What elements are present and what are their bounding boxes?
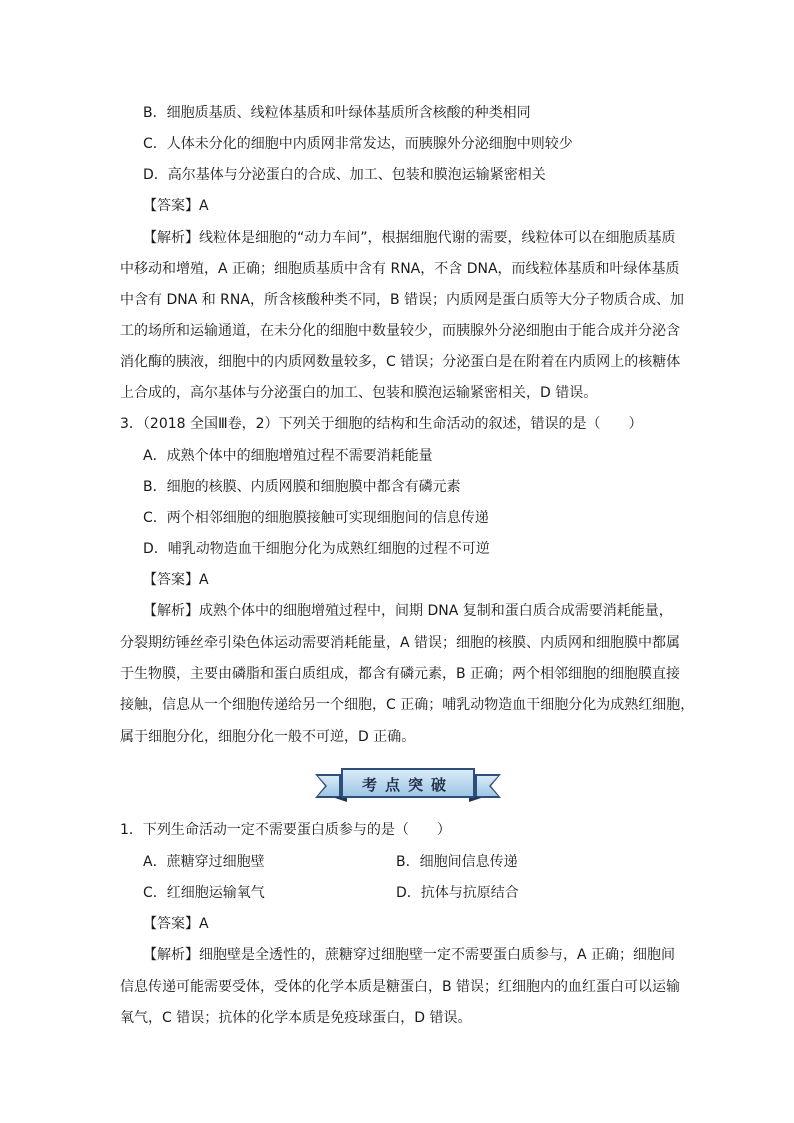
p1-option-a: A．蔗糖穿过细胞壁 [143,854,265,870]
answer-tag: 【答案】 [143,198,199,214]
q3-explanation-line: 接触，信息从一个细胞传递给另一个细胞，C 正确；哺乳动物造血干细胞分化为成熟红细胞， [120,697,695,713]
p1-answer [143,914,209,934]
q2-answer [143,196,209,216]
p1-option-b: B．细胞间信息传递 [396,854,518,870]
q2-explanation-line: 【解析】线粒体是细胞的“动力车间”，根据细胞代谢的需要，线粒体可以在细胞质基质 [143,230,676,246]
q3-explanation-line: 于生物膜，主要由磷脂和蛋白质组成，都含有磷元素，B 正确；两个相邻细胞的细胞膜直接 [120,666,681,682]
answer-tag: 【答案】 [143,572,199,588]
q3-option-c: C．两个相邻细胞的细胞膜接触可实现细胞间的信息传递 [143,510,489,526]
section-title: 考点突破 [361,775,454,794]
q3-option-b: B．细胞的核膜、内质网膜和细胞膜中都含有磷元素 [143,479,461,495]
q2-option-b: B．细胞质基质、线粒体基质和叶绿体基质所含核酸的种类相同 [143,105,531,121]
p1-stem: 1．下列生命活动一定不需要蛋白质参与的是（ ） [120,822,451,838]
q2-explanation-line: 消化酶的胰液，细胞中的内质网数量较多，C 错误；分泌蛋白是在附着在内质网上的核糖体 [120,354,681,370]
q2-explanation-line: 中移动和增殖，A 正确；细胞质基质中含有 RNA，不含 DNA，而线粒体基质和叶绿体基质 [120,261,680,277]
q3-stem: 3．（2018 全国Ⅲ卷，2）下列关于细胞的结构和生命活动的叙述，错误的是（ ） [120,416,643,432]
answer-value: A [199,198,209,214]
q2-explanation-line: 工的场所和运输通道，在未分化的细胞中数量较少，而胰腺外分泌细胞由于能合成并分泌含 [120,323,680,339]
p1-explanation-line: 信息传递可能需要受体，受体的化学本质是糖蛋白，B 错误；红细胞内的血红蛋白可以运输 [120,979,681,995]
answer-value: A [199,572,209,588]
q2-explanation-line: 上合成的，高尔基体与分泌蛋白的加工、包装和膜泡运输紧密相关，D 错误。 [120,385,598,401]
section-banner [313,764,503,804]
p1-explanation-line: 【解析】细胞壁是全透性的，蔗糖穿过细胞壁一定不需要蛋白质参与，A 正确；细胞间 [143,947,676,963]
q3-option-a: A．成熟个体中的细胞增殖过程不需要消耗能量 [143,448,433,464]
q2-option-d: D．高尔基体与分泌蛋白的合成、加工、包装和膜泡运输紧密相关 [143,167,546,183]
explanation-tag: 【解析】 [143,603,199,619]
p1-option-d: D．抗体与抗原结合 [396,885,519,901]
q3-explanation-line: 分裂期纺锤丝牵引染色体运动需要消耗能量，A 错误；细胞的核膜、内质网和细胞膜中都属 [120,635,681,651]
q2-option-c: C．人体未分化的细胞中内质网非常发达，而胰腺外分泌细胞中则较少 [143,136,573,152]
p1-explanation-line: 氧气，C 错误；抗体的化学本质是免疫球蛋白，D 错误。 [120,1010,472,1026]
explanation-tag: 【解析】 [143,947,199,963]
q3-explanation-line: 属于细胞分化，细胞分化一般不可逆，D 正确。 [120,729,416,745]
p1-option-c: C．红细胞运输氧气 [143,885,265,901]
q3-answer [143,570,209,590]
answer-tag: 【答案】 [143,916,199,932]
q3-explanation-line: 【解析】成熟个体中的细胞增殖过程中，间期 DNA 复制和蛋白质合成需要消耗能量， [143,603,673,619]
explanation-tag: 【解析】 [143,230,199,246]
q3-option-d: D．哺乳动物造血干细胞分化为成熟红细胞的过程不可逆 [143,541,490,557]
q2-explanation-line: 中含有 DNA 和 RNA，所含核酸种类不同，B 错误；内质网是蛋白质等大分子物质合成、加 [120,292,685,308]
answer-value: A [199,916,209,932]
